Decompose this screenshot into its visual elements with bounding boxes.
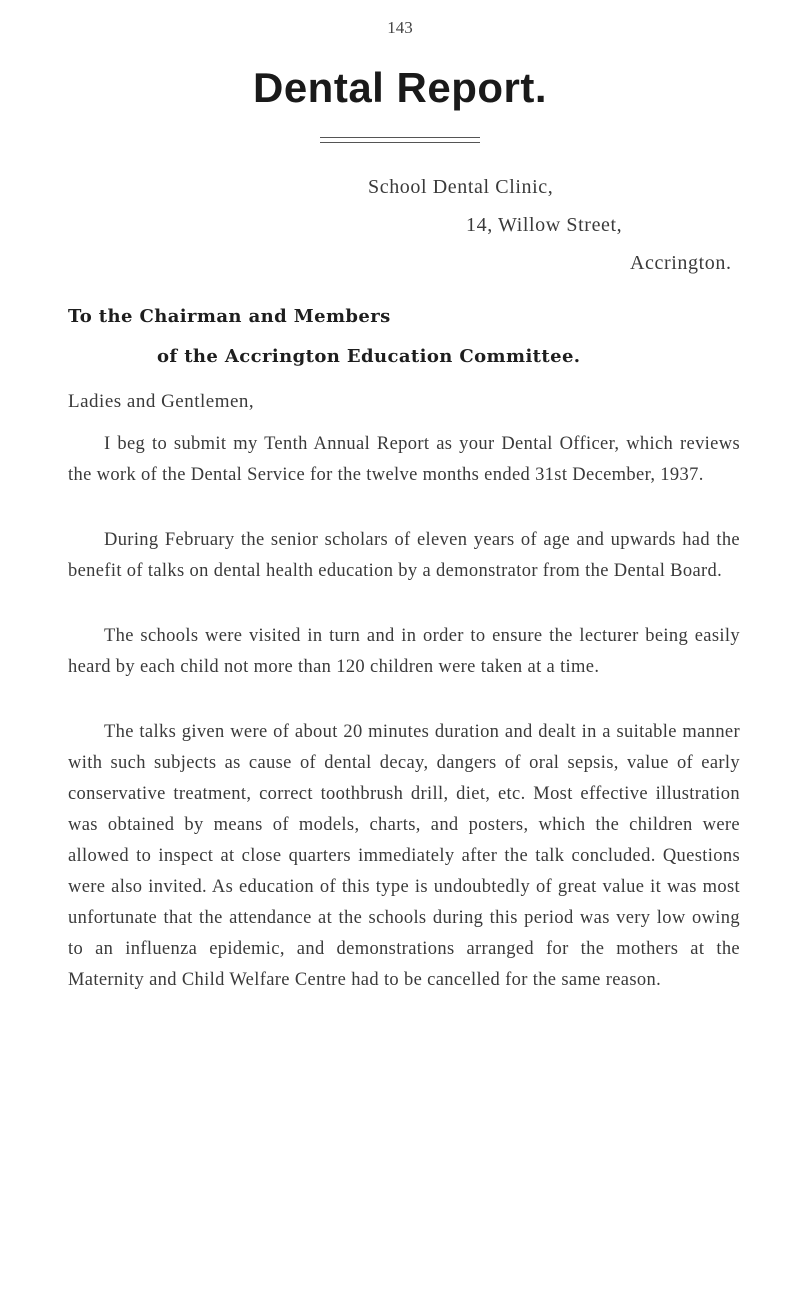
- paragraph-text: The schools were visited in turn and in order to ensure the lecturer being easily heard by each child not more than 120 children were taken at a time.: [68, 626, 740, 677]
- paragraph-text: During February the senior scholars of eleven years of age and upwards had the benefit of talks on dental health education by a demonstrator from the Dental Board.: [68, 530, 740, 581]
- page-title: Dental Report.: [252, 64, 548, 111]
- title-underline-top: [320, 137, 480, 138]
- address-line-street: 14, Willow Street,: [466, 214, 623, 236]
- paragraph-3: [68, 621, 740, 683]
- paragraph-2: [68, 525, 740, 587]
- paragraph-text: I beg to submit my Tenth Annual Report as your Dental Officer, which reviews the work of the Dental Service for the twelve months ended 31st December, 1937.: [68, 434, 740, 485]
- address-line-clinic: School Dental Clinic,: [368, 176, 554, 198]
- addressee-line-1: To the Chairman and Members: [68, 306, 391, 327]
- title-underline-bottom: [320, 142, 480, 143]
- page-number: 143: [387, 18, 413, 37]
- addressee-line-2: of the Accrington Education Committee.: [157, 346, 581, 367]
- paragraph-4: [68, 717, 740, 996]
- paragraph-text: The talks given were of about 20 minutes duration and dealt in a suitable manner with such subjects as cause of dental decay, dangers of oral sepsis, value of early conservative treatment, correct toothbrush drill, diet, etc. Most effective illustration was obtained by means of models, charts, and posters, which the children were allowed to inspect at close quarters immediately after the talk concluded. Questions were also invited. As education of this type is undoubtedly of great value it was most unfortunate that the attendance at the schools during this period was very low owing to an influenza epidemic, and demonstrations arranged for the mothers at the Maternity and Child Welfare Centre had to be cancelled for the same reason.: [68, 722, 740, 990]
- paragraph-1: [68, 429, 740, 491]
- address-line-town: Accrington.: [630, 252, 732, 274]
- greeting: Ladies and Gentlemen,: [68, 391, 255, 412]
